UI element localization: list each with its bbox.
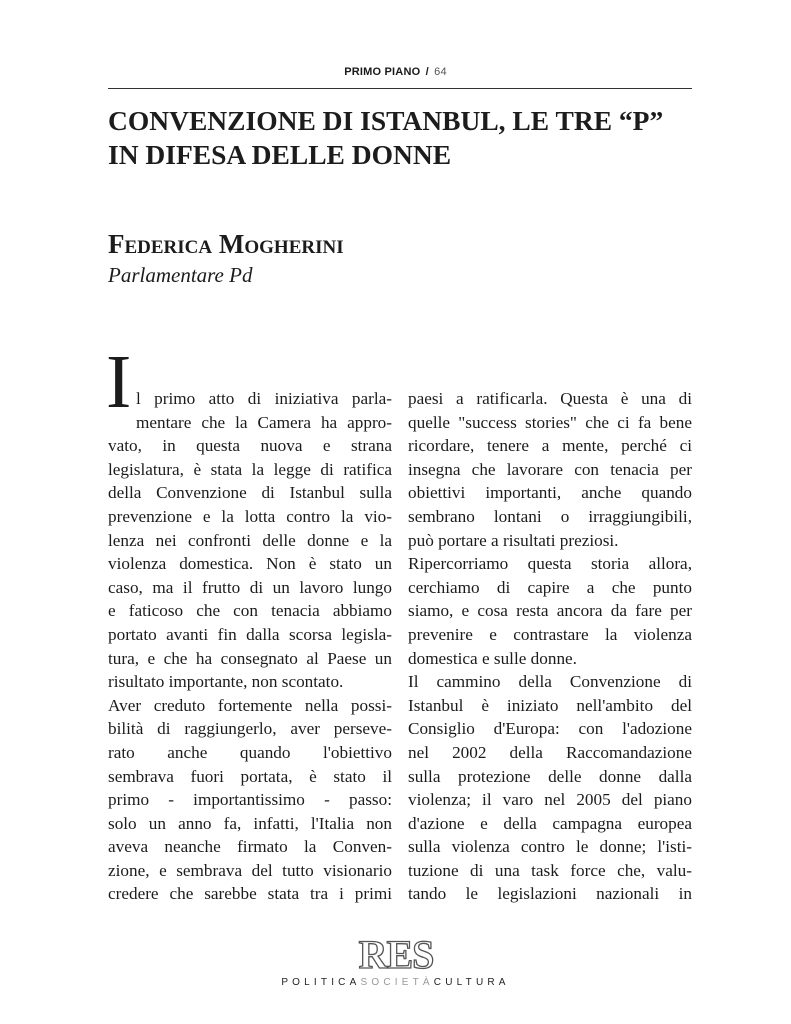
body-line: vato, in questa nuova e strana: [108, 436, 392, 456]
body-line: paesi a ratificarla. Questa è una di: [408, 389, 692, 408]
body-line: primo - importantissimo - passo:: [108, 790, 392, 810]
author-name: Federica Mogherini: [108, 229, 344, 259]
body-line: portato avanti fin dalla scorsa legisla-: [108, 624, 392, 644]
body-line: Aver creduto fortemente nella possi-: [108, 695, 392, 715]
body-line: caso, ma il frutto di un lavoro lungo: [108, 577, 392, 597]
body-line: insegna che lavorare con tenacia per: [408, 459, 692, 479]
body-line: bilità di raggiungerlo, aver perseve-: [108, 719, 392, 739]
body-line: domestica e sulle donne.: [408, 648, 577, 668]
author-role: Parlamentare Pd: [108, 263, 253, 287]
body-line: tando le legislazioni nazionali in: [408, 884, 692, 904]
drop-cap: I: [106, 340, 132, 424]
body-line: violenza domestica. Non è stato un: [108, 554, 392, 574]
header-rule: [108, 88, 692, 89]
body-line: prevenire e contrastare la violenza: [408, 624, 692, 644]
body-line: legislatura, è stata la legge di ratifica: [108, 459, 392, 479]
res-logo-text: RES: [358, 934, 433, 974]
tagline-cultura: CULTURA: [433, 977, 510, 988]
body-line: lenza nei confronti delle donne e la: [108, 530, 392, 550]
body-line: e faticoso che con tenacia abbiamo: [108, 601, 392, 621]
body-line: cerchiamo di capire a che punto: [408, 577, 692, 597]
body-line: obiettivi importanti, anche quando: [408, 483, 692, 503]
body-line: zione, e sembrava del tutto visionario: [108, 860, 392, 880]
res-logo-mark: [350, 934, 442, 974]
body-line: Ripercorriamo questa storia allora,: [408, 554, 692, 574]
body-line: Il cammino della Convenzione di: [408, 672, 692, 692]
body-line: sembrava fuori portata, è stato il: [108, 766, 392, 786]
page-number: 64: [434, 66, 447, 78]
body-line: della Convenzione di Istanbul sulla: [108, 483, 392, 503]
body-line: sulla violenza contro le donne; l'isti-: [408, 837, 692, 857]
body-line: risultato importante, non scontato.: [108, 672, 344, 692]
header-separator: /: [425, 66, 429, 78]
body-line: rato anche quando l'obiettivo: [108, 742, 392, 762]
article-title: [108, 104, 708, 172]
body-line: sulla protezione delle donne dalla: [408, 766, 692, 786]
body-line: aveva neanche firmato la Conven-: [108, 837, 392, 857]
tagline-politica: POLITICA: [281, 977, 361, 988]
body-line: credere che sarebbe stata tra i primi: [108, 884, 392, 904]
title-line-2: IN DIFESA DELLE DONNE: [108, 139, 452, 170]
body-line: può portare a risultati preziosi.: [408, 530, 619, 550]
body-line: nel 2002 della Raccomandazione: [408, 742, 692, 762]
body-column-right: [408, 387, 692, 906]
body-line: mentare che la Camera ha appro-: [136, 412, 392, 432]
body-line: tura, e che ha consegnato al Paese un: [108, 648, 392, 668]
footer-tagline: [0, 977, 791, 988]
body-line: ricordare, tenere a mente, perché ci: [408, 436, 692, 456]
body-line: tuzione di una task force che, valu-: [408, 860, 692, 880]
body-line: prevenzione e la lotta contro la vio-: [108, 506, 392, 526]
body-line: d'azione e della campagna europea: [408, 813, 692, 833]
title-line-1: CONVENZIONE DI ISTANBUL, LE TRE “P”: [108, 105, 664, 136]
running-header: [0, 66, 791, 78]
body-line: quelle "success stories" che ci fa bene: [408, 412, 692, 432]
body-column-left: [108, 387, 392, 906]
body-line: violenza; il varo nel 2005 del piano: [408, 790, 692, 810]
body-line: solo un anno fa, infatti, l'Italia non: [108, 813, 392, 833]
body-line: sembrano lontani o irraggiungibili,: [408, 506, 692, 526]
body-line: l primo atto di iniziativa parla-: [136, 389, 392, 408]
body-line: Istanbul è iniziato nell'ambito del: [408, 695, 692, 715]
tagline-societa: SOCIETÀ: [360, 977, 434, 988]
section-label: PRIMO PIANO: [344, 66, 421, 78]
body-line: siamo, e cosa resta ancora da fare per: [408, 601, 692, 621]
res-logo: [0, 934, 791, 979]
body-line: Consiglio d'Europa: con l'adozione: [408, 719, 692, 739]
